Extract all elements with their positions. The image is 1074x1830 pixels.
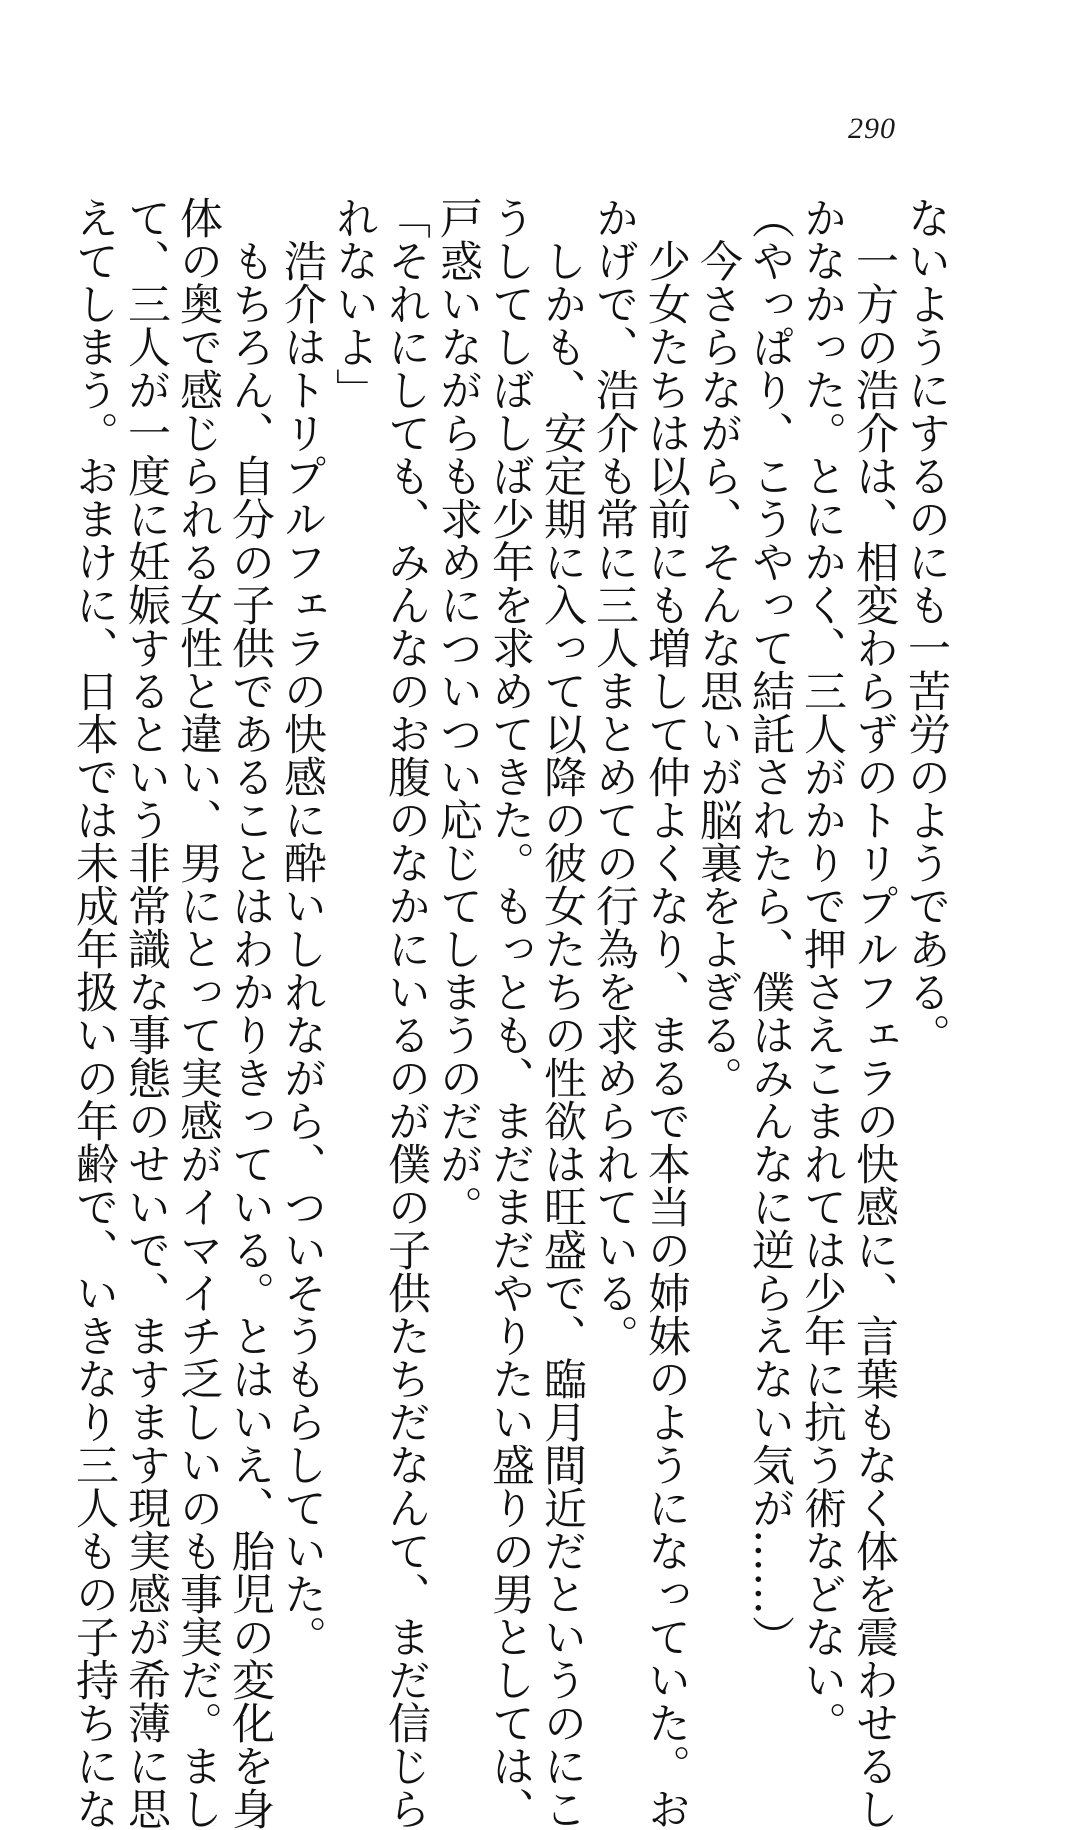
body-text (69, 196, 952, 1830)
text-line: れないよ」 (329, 196, 379, 411)
text-line: て、三人が一度に妊娠するという非常識な事態のせいで、ますます現実感が希薄に思 (121, 196, 171, 1830)
text-line: 一方の浩介は、相変わらずのトリプルフェラの快感に、言葉もなく体を震わせるし (849, 196, 899, 1830)
text-line: （やっぱり、こうやって結託されたら、僕はみんなに逆らえない気が……） (745, 196, 795, 1658)
text-line: うしてしばしば少年を求めてきた。もっとも、まだまだやりたい盛りの男としては、 (485, 196, 535, 1830)
text-line: 戸惑いながらも求めについつい応じてしまうのだが。 (433, 196, 483, 1228)
text-line: しかも、安定期に入って以降の彼女たちの性欲は旺盛で、臨月間近だというのにこ (537, 196, 587, 1830)
text-line: 浩介はトリプルフェラの快感に酔いしれながら、ついそうもらしていた。 (277, 196, 327, 1658)
text-line: かなかった。とにかく、三人がかりで押さえこまれては少年に抗う術などない。 (797, 196, 847, 1744)
text-line: ないようにするのにも一苦労のようである。 (901, 196, 951, 1056)
text-line: 今さらながら、そんな思いが脳裏をよぎる。 (693, 196, 743, 1099)
text-line: 体の奥で感じられる女性と違い、男にとって実感がイマイチ乏しいのも事実だ。まし (173, 196, 223, 1830)
text-line: えてしまう。おまけに、日本では未成年扱いの年齢で、いきなり三人もの子持ちにな (69, 196, 119, 1830)
page-number: 290 (848, 112, 896, 145)
text-line: 少女たちは以前にも増して仲よくなり、まるで本当の姉妹のようになっていた。お (641, 196, 691, 1830)
text-line: 「それにしても、みんなのお腹のなかにいるのが僕の子供たちだなんて、まだ信じら (381, 196, 431, 1830)
text-line: かげで、浩介も常に三人まとめての行為を求められている。 (589, 196, 639, 1357)
text-line: もちろん、自分の子供であることはわかりきっている。とはいえ、胎児の変化を身 (225, 196, 275, 1830)
